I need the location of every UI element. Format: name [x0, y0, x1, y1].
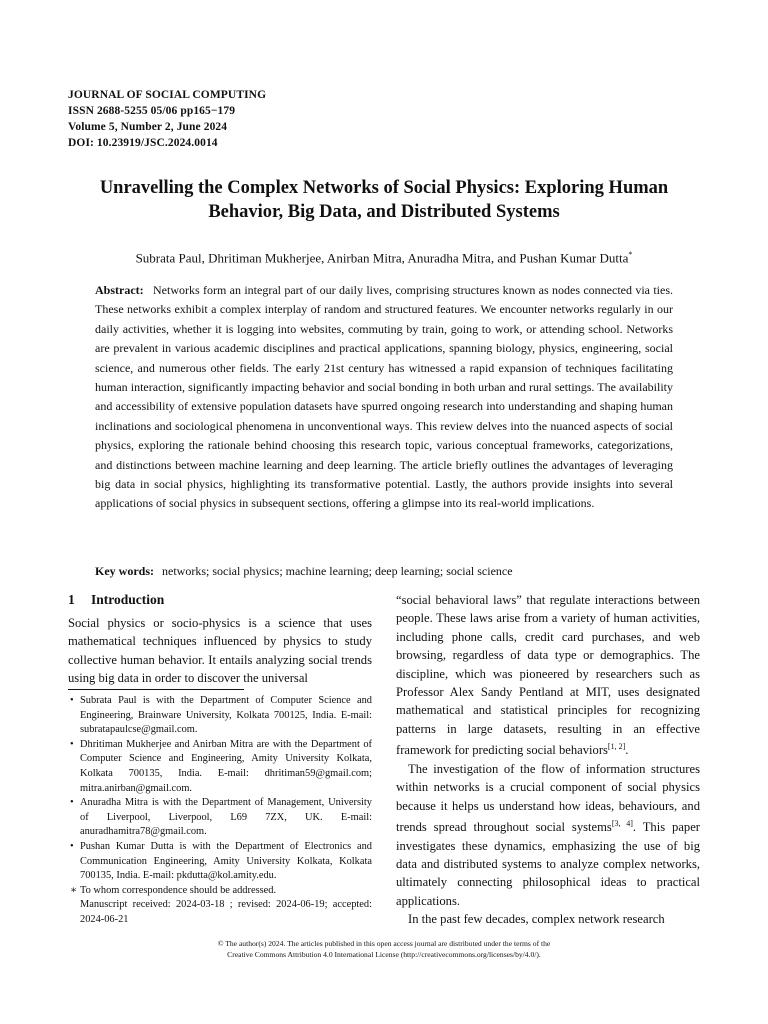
paragraph-text: The investigation of the flow of information structures within networks is a crucial component of social physics because it helps us understand how ideas, behaviours, and trends spread throughout social systems — [396, 761, 700, 835]
bullet-icon: • — [70, 695, 74, 706]
paragraph-text: . — [625, 743, 629, 758]
journal-header — [68, 87, 266, 151]
author-list — [60, 246, 708, 267]
license-notice — [60, 939, 708, 960]
footnote-divider — [68, 689, 244, 690]
intro-paragraph: Social physics or socio-physics is a science that uses mathematical techniques influenced by physics to study collective human behavior. It entails analyzing social trends using big data in order to discover the universal — [68, 616, 372, 686]
footnote-item — [68, 796, 372, 840]
footnote-item — [68, 694, 372, 738]
author-footnotes — [68, 694, 372, 928]
paragraph-text: . This paper investigates these dynamics, emphasizing the use of big data and distributed systems to analyze complex networks, ultimately connecting philosophical ideas to practical applications. — [396, 820, 700, 908]
right-column — [396, 591, 700, 929]
footnote-text: To whom correspondence should be addressed. — [80, 884, 277, 896]
abstract — [95, 281, 673, 514]
body-paragraph — [396, 591, 700, 760]
footnote-text: Pushan Kumar Dutta is with the Department of Electronics and Communication Engineering, Amity University Kolkata, Kolkata 700135, India. E-mail: pkdutta@kol.amity.edu. — [80, 840, 372, 882]
abstract-label: Abstract: — [95, 283, 144, 297]
footnote-text: Dhritiman Mukherjee and Anirban Mitra are with the Department of Computer Science and Engineering, Amity University Kolkata, Kolkata 700135, India. E-mail: dhritiman59@gmail.com; mitra.anirban@gmail.com. — [80, 738, 372, 794]
body-paragraph — [396, 760, 700, 910]
body-paragraph: In the past few decades, complex network research — [408, 912, 665, 927]
citation: [3, 4] — [611, 819, 633, 829]
footnote-text: Anuradha Mitra is with the Department of Management, University of Liverpool, Liverpool, L69 7ZX, UK. E-mail: anuradhamitra78@gmail.com. — [80, 797, 372, 838]
paragraph-text: “social behavioral laws” that regulate interactions between people. These laws arise from a variety of human activities, including phone calls, credit card purchases, and web browsing, regardless of data type or demographics. The discipline, which was pioneered by researchers such as Professor Alex Sandy Pentland at MIT, uses designated mathematical and statistical principles for recognizing patterns in large datasets, resulting in an effective framework for predicting social behaviors — [396, 593, 700, 758]
bullet-icon: • — [70, 797, 74, 809]
left-column — [68, 614, 372, 688]
journal-volume: Volume 5, Number 2, June 2024 — [68, 121, 228, 133]
section-number: 1 — [68, 592, 75, 607]
keywords-text: networks; social physics; machine learning; deep learning; social science — [162, 564, 513, 578]
footnote-item — [68, 738, 372, 796]
section-heading — [68, 591, 164, 609]
journal-name: JOURNAL OF SOCIAL COMPUTING — [68, 89, 267, 101]
section-title: Introduction — [91, 592, 165, 607]
asterisk-icon: ∗ — [70, 884, 78, 896]
paper-title: Unravelling the Complex Networks of Social Physics: Exploring Human Behavior, Big Data, and Distributed Systems — [99, 178, 669, 222]
author-names: Subrata Paul, Dhritiman Mukherjee, Anirban Mitra, Anuradha Mitra, and Pushan Kumar Dutta — [135, 250, 629, 266]
abstract-text: Networks form an integral part of our daily lives, comprising structures known as nodes connected via ties. These networks exhibit a complex interplay of random and structured features. We encounter networks regularly in our daily activities, whether it is logging into websites, commuting by train, going to work, or attending school. Networks are prevalent in various academic disciplines and practical applications, spanning biology, physics, engineering, social science, and numerous other fields. The early 21st century has witnessed a rapid expansion of techniques facilitating human interaction, significantly impacting behavior and social bonding in both urban and rural settings. The availability and accessibility of extensive population datasets have spurred ongoing research into understanding and shaping human inclinations and sociological phenomena in unconventional ways. This review delves into the nuanced aspects of social physics, exploring the rationale behind choosing this research topic, various conceptual frameworks, categorizations, and distinctions between machine learning and deep learning. The article briefly outlines the advantages of leveraging big data in social physics, highlighting its transformative potential. Lastly, the authors provide insights into several applications of social physics in subsequent sections, offering a glimpse into its real-world implications. — [95, 283, 673, 511]
citation: [1, 2] — [607, 742, 626, 752]
footnote-text: Subrata Paul is with the Department of Computer Science and Engineering, Brainware University, Kolkata 700125, India. E-mail: subratapaulcse@gmail.com. — [80, 695, 372, 736]
license-line: Creative Commons Attribution 4.0 International License (http://creativecommons.org/licenses/by/4.0/). — [227, 949, 541, 959]
bullet-icon: • — [70, 840, 74, 852]
keywords-label: Key words: — [95, 564, 154, 578]
footnote-item — [68, 840, 372, 884]
journal-issn: ISSN 2688-5255 05/06 pp165−179 — [68, 105, 236, 117]
keywords — [95, 562, 673, 580]
journal-doi: DOI: 10.23919/JSC.2024.0014 — [68, 137, 218, 149]
license-line: © The author(s) 2024. The articles published in this open access journal are distributed under the terms of the — [217, 939, 551, 948]
bullet-icon: • — [70, 738, 74, 750]
manuscript-dates: Manuscript received: 2024-03-18 ; revised: 2024-06-19; accepted: 2024-06-21 — [80, 899, 372, 925]
corresponding-mark: * — [628, 250, 633, 259]
footnote-item — [68, 884, 372, 899]
